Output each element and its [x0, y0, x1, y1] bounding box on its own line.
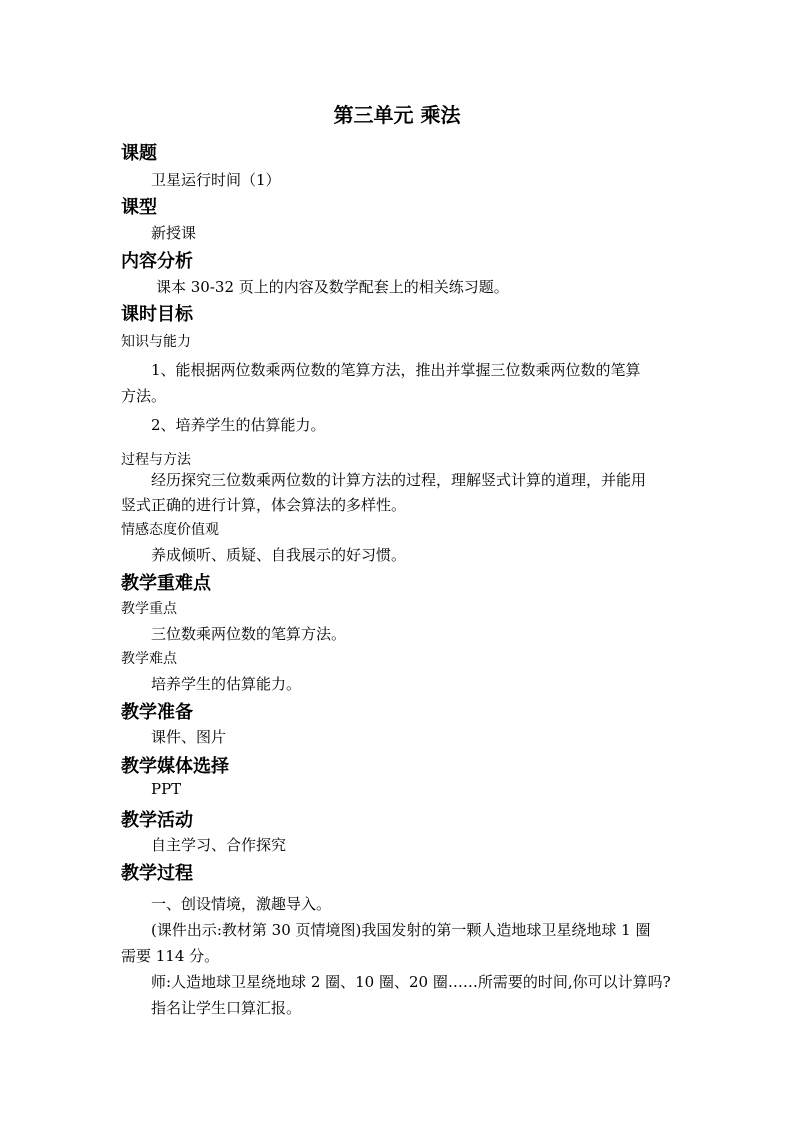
heading-goals: 课时目标: [121, 304, 193, 325]
label-emotion: 情感态度价值观: [121, 522, 219, 538]
emotion-text: 养成倾听、质疑、自我展示的好习惯。: [151, 546, 407, 564]
label-difficulty: 教学难点: [121, 651, 177, 667]
media-text: PPT: [151, 780, 182, 798]
procedure-p3: 指名让学生口算汇报。: [151, 999, 302, 1017]
heading-topic: 课题: [121, 143, 157, 164]
procedure-step1: 一、创设情境，激趣导入。: [151, 895, 332, 913]
heading-keypoints: 教学重难点: [121, 573, 211, 594]
heading-preparation: 教学准备: [121, 702, 193, 723]
heading-activity: 教学活动: [121, 810, 193, 831]
label-knowledge: 知识与能力: [121, 334, 191, 350]
process-line1: 经历探究三位数乘两位数的计算方法的过程，理解竖式计算的道理，并能用: [151, 471, 647, 489]
process-line2: 竖式正确的进行计算，体会算法的多样性。: [121, 496, 407, 514]
document-title: 第三单元 乘法: [333, 103, 461, 127]
procedure-p2: 师:人造地球卫星绕地球 2 圈、10 圈、20 圈……所需要的时间,你可以计算吗?: [151, 973, 671, 991]
activity-text: 自主学习、合作探究: [151, 836, 287, 854]
heading-media: 教学媒体选择: [121, 756, 229, 777]
preparation-text: 课件、图片: [151, 728, 227, 746]
difficulty-text: 培养学生的估算能力。: [151, 675, 302, 693]
heading-procedure: 教学过程: [121, 863, 193, 884]
label-focus: 教学重点: [121, 601, 177, 617]
analysis-text: 课本 30-32 页上的内容及数学配套上的相关练习题。: [156, 278, 509, 296]
knowledge-item1-line1: 1、能根据两位数乘两位数的笔算方法，推出并掌握三位数乘两位数的笔算: [151, 361, 641, 379]
procedure-p1-line1: (课件出示:教材第 30 页情境图)我国发射的第一颗人造地球卫星绕地球 1 圈: [151, 921, 651, 939]
focus-text: 三位数乘两位数的笔算方法。: [151, 625, 347, 643]
knowledge-item2: 2、培养学生的估算能力。: [151, 416, 326, 434]
type-text: 新授课: [151, 224, 197, 242]
knowledge-item1-line2: 方法。: [121, 387, 167, 405]
label-process: 过程与方法: [121, 452, 191, 468]
procedure-p1-line2: 需要 114 分。: [121, 947, 220, 965]
topic-text: 卫星运行时间（1）: [151, 171, 281, 189]
heading-type: 课型: [121, 197, 157, 218]
heading-analysis: 内容分析: [121, 251, 193, 272]
